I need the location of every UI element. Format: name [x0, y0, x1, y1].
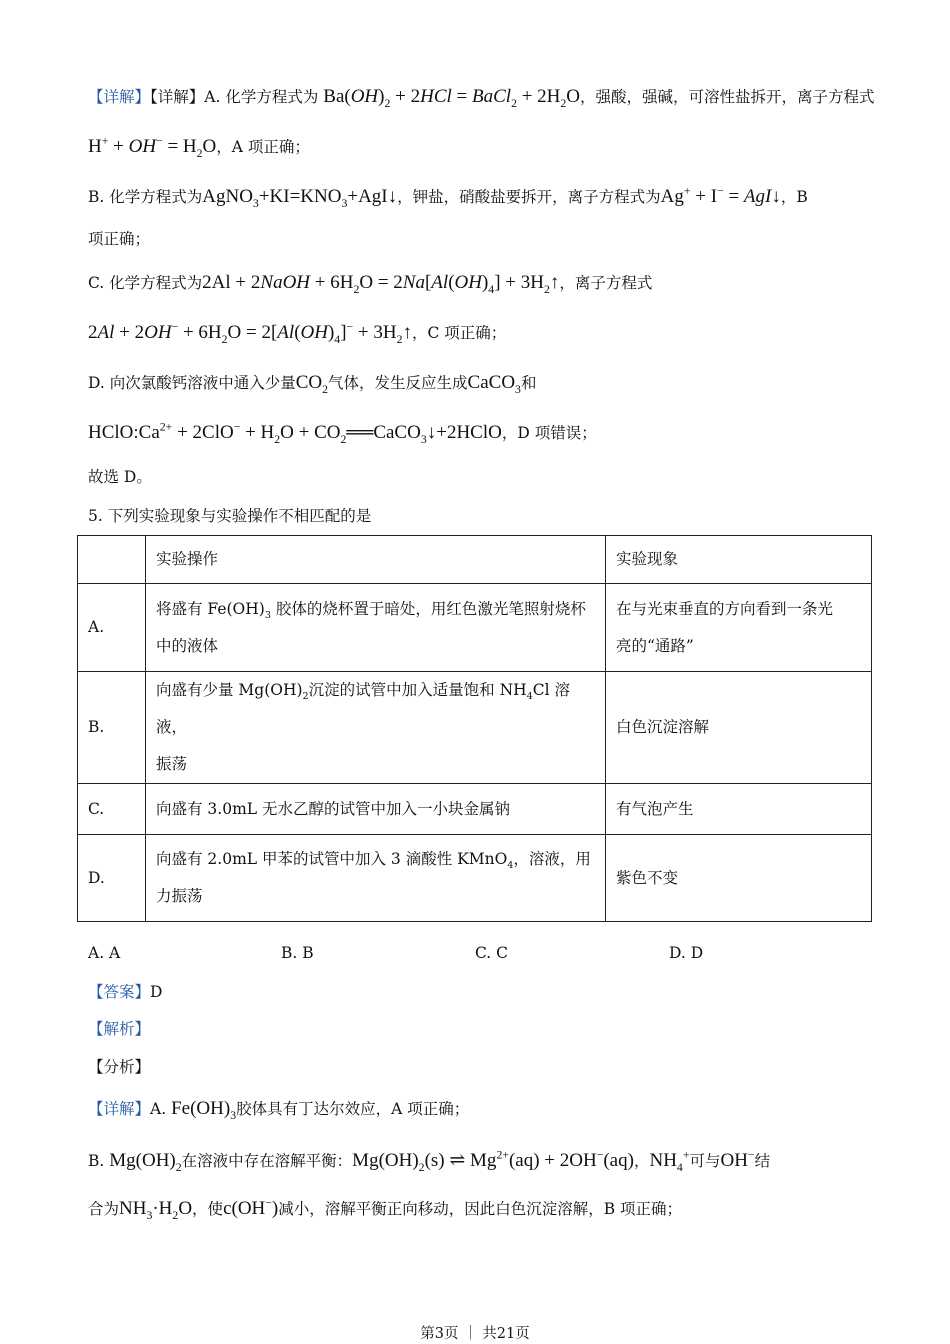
table-row	[78, 584, 872, 672]
text: B. 化学方程式为	[88, 188, 203, 206]
formula-feoh3: $Fe(OH)_3$	[171, 1098, 237, 1122]
text: A.	[150, 1100, 167, 1118]
table-row	[78, 672, 872, 784]
text: 向盛有少量 Mg(OH)	[156, 681, 303, 699]
text: 项正确；	[88, 230, 151, 248]
experiment-table	[77, 535, 872, 922]
subscript: 4	[526, 691, 533, 703]
operation-cell	[146, 672, 606, 784]
subscript: 3	[264, 609, 271, 621]
row-label: B.	[78, 672, 146, 784]
text: 减小，溶解平衡正向移动，因此白色沉淀溶解，B 项正确；	[278, 1200, 683, 1218]
equation-d: $HClO:Ca^{2+} + 2ClO^- + H_2O$ + $CO_2══CaCO_3↓+2HClO$	[88, 420, 502, 446]
formula-c-oh: c(OH−)	[223, 1196, 279, 1219]
text: 和	[520, 374, 537, 392]
text: ，D 项错误；	[501, 424, 597, 442]
text: 中的液体	[156, 636, 219, 655]
text: ，离子方程式	[559, 274, 653, 292]
analysis-tag: 【解析】	[88, 1020, 151, 1038]
detail-b-line1	[88, 186, 808, 208]
detail-a-line2	[88, 136, 310, 158]
detail-a-line1	[88, 86, 875, 108]
answer-value: D	[150, 983, 163, 1001]
phenomenon-cell: 紫色不变	[606, 835, 872, 922]
table-row	[78, 784, 872, 835]
formula-caco3: CaCO$_3$	[467, 372, 521, 396]
subscript: 2	[302, 691, 309, 703]
text: 【详解】A. 化学方程式为	[150, 88, 319, 106]
fenxi-tag: 【分析】	[88, 1058, 151, 1076]
table-header-row	[78, 536, 872, 584]
subscript: 4	[507, 860, 514, 872]
operation-cell	[146, 584, 606, 672]
phenomenon-cell: 白色沉淀溶解	[606, 672, 872, 784]
text: ，强酸，强碱，可溶性盐拆开，离子方程式	[580, 88, 875, 106]
phenomenon-cell: 有气泡产生	[606, 784, 872, 835]
text: 可与	[689, 1152, 721, 1170]
text: 在溶液中存在溶解平衡：	[181, 1152, 353, 1170]
detail-c-line2	[88, 322, 506, 344]
text: 胶体具有丁达尔效应，A 项正确；	[236, 1100, 470, 1118]
formula-nh3h2o: $NH_3\cdot H_2O$	[119, 1198, 193, 1222]
option-c: C. C	[475, 944, 509, 962]
operation-cell	[146, 835, 606, 922]
phenomenon-cell	[606, 584, 872, 672]
detail-d-line2	[88, 422, 597, 444]
text: D. 向次氯酸钙溶液中通入少量	[88, 374, 296, 392]
text: 胶体的烧杯置于暗处，用红色激光笔照射烧杯	[270, 599, 586, 618]
detail-answer-b-line2	[88, 1198, 682, 1220]
text: 在与光束垂直的方向看到一条光	[616, 599, 834, 618]
operation-cell: 向盛有 3.0mL 无水乙醇的试管中加入一小块金属钠	[146, 784, 606, 835]
formula-co2: $CO_2$	[295, 372, 329, 396]
text: 力振荡	[156, 887, 203, 905]
detail-tag: 【详解】	[88, 1100, 151, 1118]
detail-answer-a	[88, 1098, 469, 1120]
row-label: C.	[78, 784, 146, 835]
option-b: B. B	[281, 944, 314, 962]
equation-b: $AgNO_3+KI=KNO_3+AgI↓$	[202, 186, 398, 210]
formula-mgoh2: $Mg(OH)_2$	[109, 1150, 182, 1174]
conclusion: 故选 D。	[88, 468, 152, 486]
text: 合为	[88, 1200, 120, 1218]
formula-nh4: $NH_4^+$	[649, 1148, 690, 1174]
equilibrium-equation: $Mg(OH)_2(s)$ ⇌ $Mg^{2+}(aq) + 2OH^-(aq)$	[352, 1148, 634, 1174]
detail-c-line1	[88, 272, 652, 294]
detail-b-line2	[88, 228, 150, 250]
table-header-operation: 实验操作	[146, 536, 606, 584]
text: Cl 溶液，	[156, 681, 571, 736]
text: ，A 项正确；	[216, 138, 310, 156]
text: C. 化学方程式为	[88, 274, 203, 292]
row-label: D.	[78, 835, 146, 922]
text: ，钾盐，硝酸盐要拆开，离子方程式为	[397, 188, 661, 206]
text: 沉淀的试管中加入适量饱和 NH	[308, 681, 527, 699]
equation-a: $Ba(OH)_2 + 2HCl$ = BaCl$_2$ + $2H_2O$	[323, 86, 581, 110]
text: 亮的“通路”	[616, 636, 694, 655]
question-5: 5. 下列实验现象与实验操作不相匹配的是	[88, 507, 372, 525]
ionic-equation-c: $2Al + 2OH^- + 6H_2O = 2[Al(OH)_4]^-$ + $3H_2↑$	[88, 320, 412, 346]
text: B.	[88, 1152, 105, 1170]
text: 向盛有 2.0mL 甲苯的试管中加入 3 滴酸性 KMnO	[156, 850, 508, 868]
detail-d-line1	[88, 372, 536, 394]
equation-c: 2Al + 2NaOH + $6H_2O = 2Na[Al(OH)_4]$ + $3H_2↑$	[202, 272, 560, 296]
text: ，溶液，用	[513, 850, 591, 868]
formula-oh: OH−	[720, 1148, 755, 1171]
ionic-equation-a: $H^+ + OH^- = H_2O$	[88, 134, 217, 160]
answer-line	[88, 981, 162, 1003]
text: 振荡	[156, 755, 188, 773]
option-d: D. D	[669, 944, 704, 962]
text: ，使	[192, 1200, 224, 1218]
text: 结	[754, 1152, 771, 1170]
table-header-phenomenon: 实验现象	[606, 536, 872, 584]
table-row	[78, 835, 872, 922]
text: 气体，发生反应生成	[328, 374, 468, 392]
text: ，C 项正确；	[411, 324, 507, 342]
text: ，B	[780, 188, 808, 206]
row-label: A.	[78, 584, 146, 672]
page-footer: 第3页 ｜ 共21页	[420, 1326, 530, 1342]
table-cell	[78, 536, 146, 584]
option-a: A. A	[88, 944, 121, 962]
answer-tag: 【答案】	[88, 983, 151, 1001]
detail-answer-b-line1: B. $Mg(OH)_2$在溶液中存在溶解平衡：$Mg(OH)_2(s)$ ⇌ $Mg^{2+}(aq) + 2OH^-(aq)$，$NH_4^+$可与OH−结	[88, 1148, 771, 1174]
text: 将盛有 Fe(OH)	[156, 599, 265, 618]
detail-tag: 【详解】	[88, 88, 151, 106]
ionic-equation-b: Ag+ + I− = AgI↓	[660, 184, 781, 207]
